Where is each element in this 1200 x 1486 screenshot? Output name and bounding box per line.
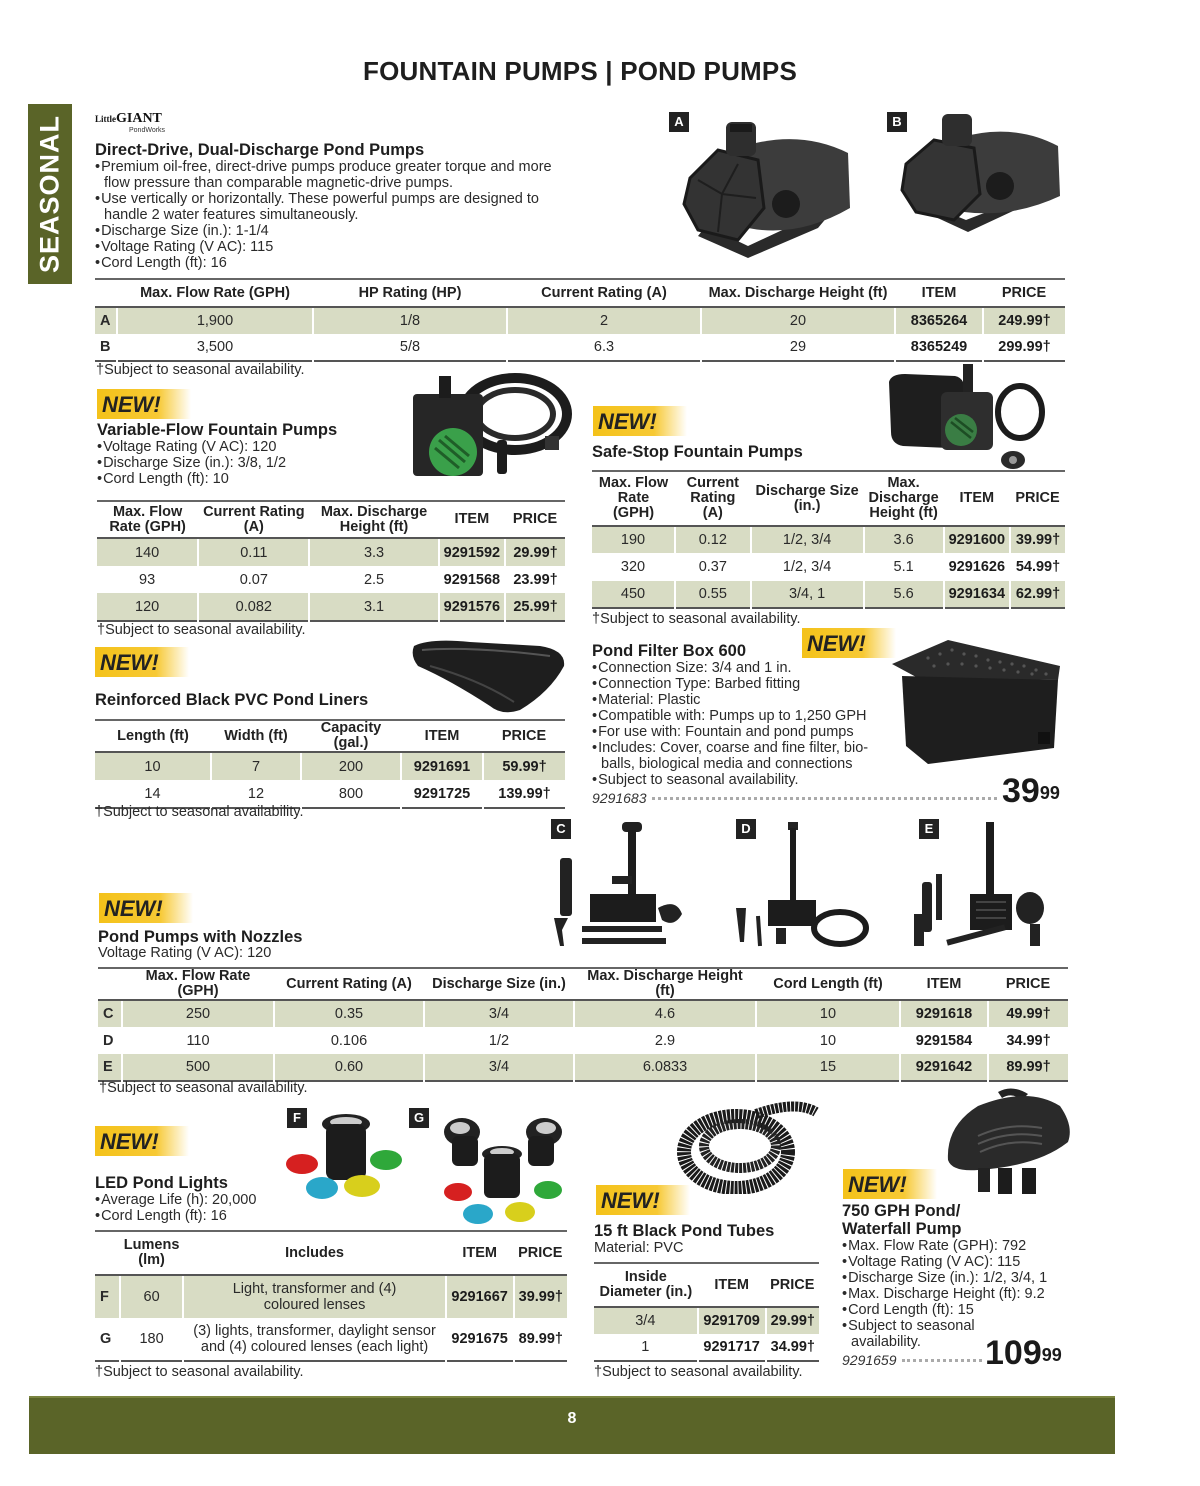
table-row: G 180 (3) lights, transformer, daylight sensor and (4) coloured lenses (each light) 9291675 89.99† — [95, 1318, 567, 1361]
price: 89.99† — [518, 1331, 563, 1347]
col-header: Cord Length (ft) — [756, 968, 900, 1000]
table-row: E 500 0.60 3/4 6.0833 15 9291642 89.99† — [98, 1054, 1068, 1081]
image-label-b: B — [887, 112, 907, 132]
col-header: PRICE — [983, 279, 1065, 307]
feature-list-direct-drive — [95, 159, 555, 271]
table-row: 450 0.55 3/4, 1 5.6 9291634 62.99† — [592, 581, 1065, 608]
product-title-filter-box: Pond Filter Box 600 — [592, 642, 747, 660]
col-header: PRICE — [766, 1263, 819, 1307]
item-number: 9291618 — [900, 1000, 988, 1027]
image-label-g: G — [409, 1108, 429, 1128]
availability-note: †Subject to seasonal availability. — [96, 362, 305, 378]
new-badge: NEW! — [593, 406, 687, 436]
product-subtitle-nozzle-pumps: Voltage Rating (V AC): 120 — [98, 945, 272, 961]
availability-note: †Subject to seasonal availability. — [99, 1080, 308, 1096]
feature-item: • Max. Discharge Height (ft): 9.2 — [842, 1286, 1062, 1302]
item-number-waterfall-pump: 9291659 — [842, 1352, 897, 1368]
page-footer — [29, 1396, 1115, 1454]
price: 89.99† — [988, 1054, 1068, 1081]
table-row: D 110 0.106 1/2 2.9 10 9291584 34.99† — [98, 1027, 1068, 1054]
item-number-filter-box: 9291683 — [592, 790, 647, 806]
feature-item: • Use vertically or horizontally. These powerful pumps are designed to handle 2 water features simultaneously. — [95, 191, 555, 223]
item-number: 9291725 — [401, 780, 483, 808]
col-header: ITEM — [900, 968, 988, 1000]
product-title-led-lights: LED Pond Lights — [95, 1174, 228, 1192]
variable-flow-pump-image — [405, 366, 575, 486]
new-badge: NEW! — [843, 1169, 937, 1199]
feature-item: • Voltage Rating (V AC): 115 — [842, 1254, 1062, 1270]
feature-item: • Cord Length (ft): 16 — [95, 255, 555, 271]
col-header: Max. Discharge Height (ft) — [309, 501, 438, 538]
new-badge: NEW! — [95, 1126, 189, 1156]
pump-e-image — [910, 818, 1060, 948]
price: 29.99† — [505, 538, 565, 566]
table-row: F 60 Light, transformer and (4) coloured lenses 9291667 39.99† — [95, 1275, 567, 1318]
feature-item: • Cord Length (ft): 10 — [97, 471, 397, 487]
col-header: Max. Flow Rate (GPH) — [592, 471, 675, 526]
product-title-pond-liners: Reinforced Black PVC Pond Liners — [95, 691, 369, 709]
price: 29.99† — [766, 1307, 819, 1334]
table-row: 190 0.12 1/2, 3/4 3.6 9291600 39.99† — [592, 526, 1065, 553]
spec-table-direct-drive — [95, 278, 1065, 362]
col-header: ITEM — [446, 1231, 514, 1275]
table-row: 140 0.11 3.3 9291592 29.99† — [97, 538, 565, 566]
section-tab-label: SEASONAL — [34, 114, 65, 274]
product-title-variable-flow: Variable-Flow Fountain Pumps — [97, 421, 338, 439]
availability-note: †Subject to seasonal availability. — [592, 611, 801, 627]
price-waterfall-pump: $109^{99}$ — [985, 1334, 1062, 1372]
product-title-safe-stop: Safe-Stop Fountain Pumps — [592, 443, 803, 461]
price: 39.99† — [514, 1275, 567, 1318]
filter-box-image — [888, 636, 1068, 766]
col-header: ITEM — [944, 471, 1010, 526]
col-header: PRICE — [505, 501, 565, 538]
feature-item: • Subject to seasonal availability. — [842, 1318, 992, 1350]
image-label-a: A — [669, 112, 689, 132]
availability-note: †Subject to seasonal availability. — [95, 1364, 304, 1380]
price: 62.99† — [1010, 581, 1065, 608]
pump-a-image — [678, 108, 858, 268]
item-number: 8365264 — [895, 307, 983, 334]
item-number: 9291592 — [439, 538, 505, 566]
table-row: 14 12 800 9291725 139.99† — [95, 780, 565, 808]
availability-note: †Subject to seasonal availability. — [95, 804, 304, 820]
feature-item: • Material: Plastic — [592, 692, 887, 708]
col-header: Max. Discharge Height (ft) — [864, 471, 944, 526]
section-tab-seasonal — [28, 104, 72, 284]
price: 34.99† — [770, 1339, 815, 1355]
feature-item: • Discharge Size (in.): 1-1/4 — [95, 223, 555, 239]
feature-item: • Cord Length (ft): 16 — [95, 1208, 315, 1224]
price: 249.99† — [983, 307, 1065, 334]
table-row: A 1,900 1/8 2 20 8365264 249.99† — [95, 307, 1065, 334]
availability-note: †Subject to seasonal availability. — [594, 1364, 803, 1380]
col-header — [98, 968, 122, 1000]
page-title: FOUNTAIN PUMPS | POND PUMPS — [363, 56, 797, 86]
item-number: 9291600 — [944, 526, 1010, 553]
table-row: 120 0.082 3.1 9291576 25.99† — [97, 593, 565, 621]
col-header: PRICE — [988, 968, 1068, 1000]
col-header: Width (ft) — [211, 720, 301, 752]
pump-b-image — [898, 108, 1068, 243]
col-header: Current Rating (A) — [675, 471, 751, 526]
table-row: 3/4 9291709 29.99† — [594, 1307, 819, 1334]
price: 25.99† — [505, 593, 565, 621]
new-badge: NEW! — [596, 1185, 690, 1215]
col-header: Max. Flow Rate (GPH) — [117, 279, 313, 307]
col-header: Current Rating (A) — [507, 279, 701, 307]
feature-item: • For use with: Fountain and pond pumps — [592, 724, 887, 740]
col-header: PRICE — [483, 720, 565, 752]
price: 299.99† — [998, 339, 1051, 355]
product-title-nozzle-pumps: Pond Pumps with Nozzles — [98, 928, 303, 946]
pond-liner-image — [410, 636, 570, 716]
image-label-f: F — [287, 1108, 307, 1128]
price: 23.99† — [513, 571, 558, 588]
col-header: HP Rating (HP) — [313, 279, 507, 307]
led-light-g-image — [438, 1104, 568, 1228]
product-subtitle-pond-tubes: Material: PVC — [594, 1240, 684, 1256]
item-number: 9291675 — [446, 1318, 514, 1361]
feature-item: • Max. Flow Rate (GPH): 792 — [842, 1238, 1062, 1254]
availability-note: †Subject to seasonal availability. — [97, 622, 306, 638]
col-header — [95, 1231, 120, 1275]
item-number: 9291709 — [698, 1307, 766, 1334]
spec-table-led-lights — [95, 1230, 567, 1362]
product-title-direct-drive: Direct-Drive, Dual-Discharge Pond Pumps — [95, 141, 425, 159]
pump-d-image — [730, 818, 880, 948]
col-header: Inside Diameter (in.) — [594, 1263, 698, 1307]
item-number: 9291634 — [944, 581, 1010, 608]
price: 139.99† — [498, 785, 551, 802]
item-number: 9291568 — [439, 566, 505, 593]
col-header: Discharge Size (in.) — [751, 471, 864, 526]
col-header: Current Rating (A) — [274, 968, 424, 1000]
col-header: Length (ft) — [95, 720, 211, 752]
col-header: ITEM — [895, 279, 983, 307]
feature-item: • Connection Type: Barbed fitting — [592, 676, 887, 692]
col-header: Lumens (lm) — [120, 1231, 184, 1275]
col-header: PRICE — [514, 1231, 567, 1275]
product-title-pond-tubes: 15 ft Black Pond Tubes — [594, 1222, 775, 1240]
price: 34.99† — [1006, 1032, 1051, 1049]
image-label-c: C — [551, 819, 571, 839]
col-header: PRICE — [1010, 471, 1065, 526]
col-header: Includes — [183, 1231, 445, 1275]
item-number: 9291717 — [698, 1334, 766, 1361]
price-filter-box: $39^{99}$ — [1002, 772, 1060, 810]
item-number: 8365249 — [895, 334, 983, 361]
brand-logo-little-giant: LittleGIANT PondWorks — [95, 111, 166, 134]
feature-item: • Compatible with: Pumps up to 1,250 GPH — [592, 708, 887, 724]
feature-item: • Connection Size: 3/4 and 1 in. — [592, 660, 887, 676]
col-header: ITEM — [439, 501, 505, 538]
item-number: 9291667 — [446, 1275, 514, 1318]
dot-leader — [902, 1359, 982, 1362]
feature-list-led-lights — [95, 1192, 315, 1224]
pond-tube-image — [676, 1094, 826, 1194]
feature-item: • Discharge Size (in.): 3/8, 1/2 — [97, 455, 397, 471]
feature-item: • Average Life (h): 20,000 — [95, 1192, 315, 1208]
table-row: B 3,500 5/8 6.3 29 8365249 299.99† — [95, 334, 1065, 361]
table-row: C 250 0.35 3/4 4.6 10 9291618 49.99† — [98, 1000, 1068, 1027]
new-badge: NEW! — [802, 628, 896, 658]
spec-table-pond-tubes — [594, 1262, 819, 1362]
pump-c-image — [548, 818, 698, 948]
price: 59.99† — [483, 752, 565, 780]
col-header — [95, 279, 117, 307]
col-header: Discharge Size (in.) — [424, 968, 574, 1000]
col-header: Max. Discharge Height (ft) — [574, 968, 756, 1000]
feature-item: • Includes: Cover, coarse and fine filter, bio-balls, biological media and connections — [592, 740, 887, 772]
col-header: Max. Discharge Height (ft) — [701, 279, 895, 307]
spec-table-pond-liners — [95, 719, 565, 809]
col-header: ITEM — [401, 720, 483, 752]
item-number: 9291691 — [401, 752, 483, 780]
table-row: 10 7 200 9291691 59.99† — [95, 752, 565, 780]
feature-item: • Voltage Rating (V AC): 120 — [97, 439, 397, 455]
spec-table-variable-flow — [97, 500, 565, 622]
feature-list-variable-flow — [97, 439, 397, 487]
new-badge: NEW! — [97, 389, 191, 419]
spec-table-safe-stop — [592, 470, 1065, 609]
col-header: ITEM — [698, 1263, 766, 1307]
price: 39.99† — [1010, 526, 1065, 553]
safe-stop-pump-image — [885, 362, 1055, 472]
col-header: Current Rating (A) — [198, 501, 309, 538]
feature-item: • Cord Length (ft): 15 — [842, 1302, 1062, 1318]
new-badge: NEW! — [99, 893, 193, 923]
item-number: 9291576 — [439, 593, 505, 621]
dot-leader — [652, 797, 997, 800]
new-badge: NEW! — [95, 647, 189, 677]
price: 49.99† — [988, 1000, 1068, 1027]
item-number: 9291584 — [900, 1027, 988, 1054]
table-row: 93 0.07 2.5 9291568 23.99† — [97, 566, 565, 593]
col-header: Max. Flow Rate (GPH) — [97, 501, 198, 538]
feature-item: • Discharge Size (in.): 1/2, 3/4, 1 — [842, 1270, 1062, 1286]
feature-list-filter-box — [592, 660, 887, 788]
col-header: Capacity (gal.) — [301, 720, 401, 752]
feature-item: • Subject to seasonal availability. — [592, 772, 887, 788]
image-label-d: D — [736, 819, 756, 839]
item-number: 9291642 — [900, 1054, 988, 1081]
item-number: 9291626 — [944, 553, 1010, 581]
spec-table-nozzle-pumps — [98, 967, 1068, 1082]
product-title-waterfall-pump: 750 GPH Pond/ Waterfall Pump — [842, 1202, 962, 1238]
feature-item: • Voltage Rating (V AC): 115 — [95, 239, 555, 255]
page-number: 8 — [567, 1410, 577, 1427]
waterfall-pump-image — [938, 1086, 1078, 1196]
table-row: 1 9291717 34.99† — [594, 1334, 819, 1361]
image-label-e: E — [919, 819, 939, 839]
feature-item: • Premium oil-free, direct-drive pumps produce greater torque and more flow pressure than comparable magnetic-drive pumps. — [95, 159, 555, 191]
table-row: 320 0.37 1/2, 3/4 5.1 9291626 54.99† — [592, 553, 1065, 581]
col-header: Max. Flow Rate (GPH) — [122, 968, 274, 1000]
price: 54.99† — [1015, 559, 1061, 575]
